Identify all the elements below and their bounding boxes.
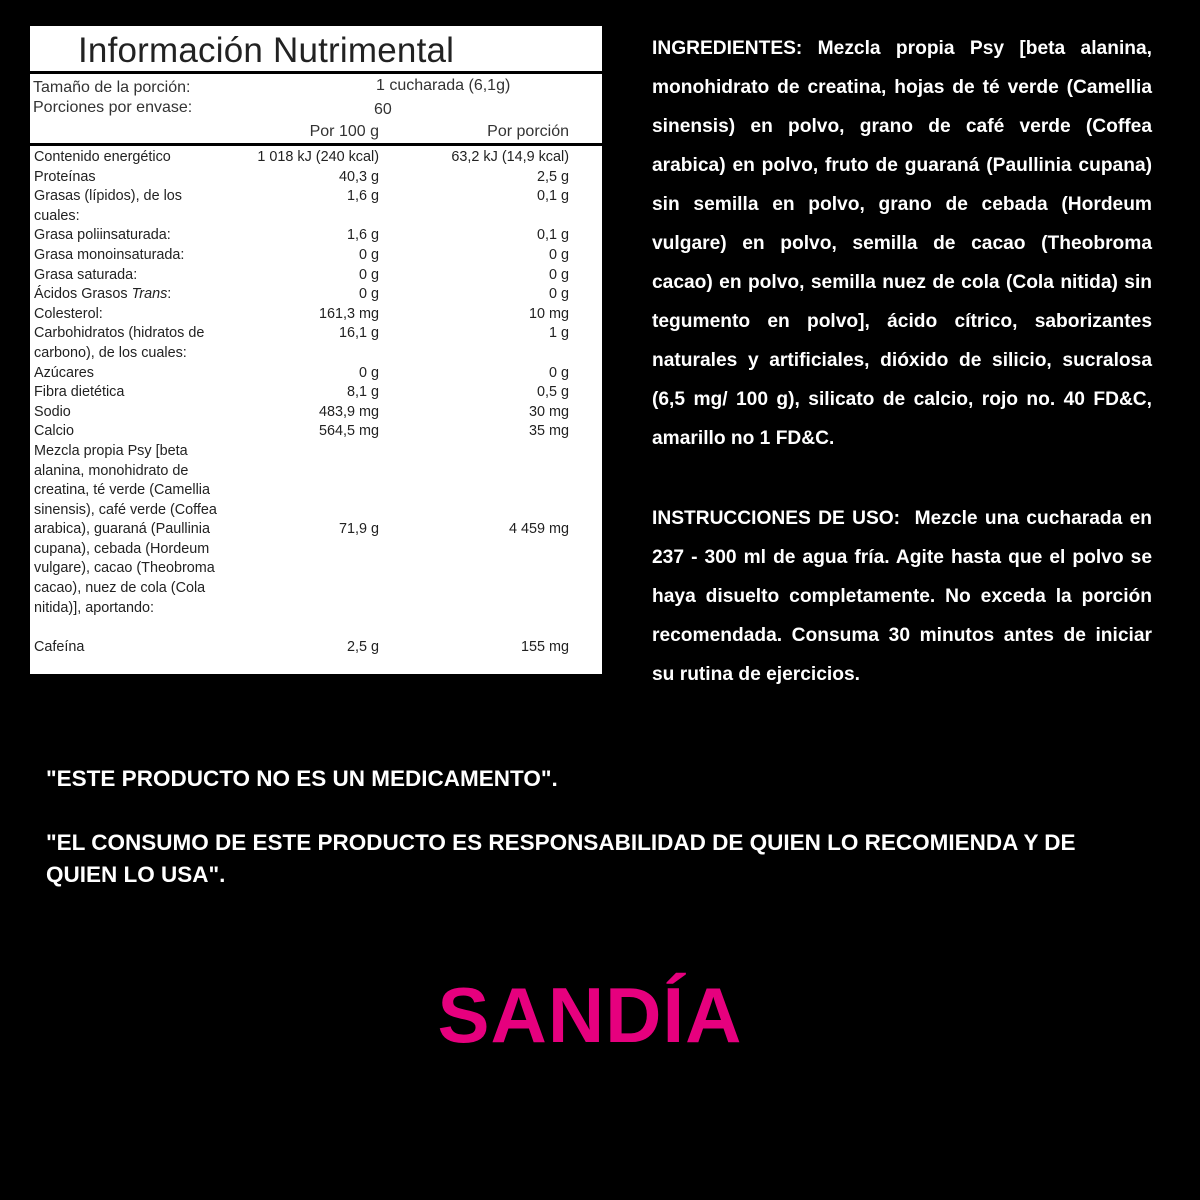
value-per-serving: 63,2 kJ (14,9 kcal) — [451, 149, 569, 165]
value-per-100g: 1,6 g — [346, 188, 379, 205]
nutrient-name: Fibra dietética — [34, 384, 125, 401]
value-per-serving: 1 g — [548, 325, 569, 342]
value-per-100g: 0 g — [358, 266, 379, 283]
value-per-serving: 0 g — [548, 364, 569, 381]
table-row — [30, 403, 602, 423]
table-row — [30, 168, 602, 188]
nutrient-name: Cafeína — [34, 638, 85, 655]
value-per-serving: 0,1 g — [536, 188, 569, 205]
column-header-per-100g: Por 100 g — [309, 123, 379, 140]
nutrient-name: Grasa poliinsaturada: — [34, 227, 171, 244]
value-per-serving: 0,5 g — [536, 384, 569, 401]
table-row — [30, 442, 602, 638]
value-per-100g: 1 018 kJ (240 kcal) — [257, 149, 379, 165]
nutrition-table — [30, 146, 602, 658]
nutrition-facts-panel — [28, 24, 604, 676]
table-row — [30, 148, 602, 168]
value-per-100g: 71,9 g — [338, 521, 379, 538]
servings-per-container-value: 60 — [374, 101, 392, 118]
nutrient-name: Sodio — [34, 403, 71, 420]
value-per-100g: 0 g — [358, 364, 379, 381]
nutrient-name: Mezcla propia Psy [beta alanina, monohidrato de creatina, té verde (Camellia sinensis), café verde (Coffea arabica), guaraná (Paullinia cupana), cebada (Hordeum vulgare), cacao (Theobroma cacao), nuez de cola (Cola nitida)], aportando: — [34, 442, 217, 616]
serving-size-value: 1 cucharada (6,1g) — [376, 77, 511, 94]
value-per-100g: 2,5 g — [346, 638, 379, 655]
column-header-per-serving: Por porción — [487, 123, 569, 140]
value-per-serving: 2,5 g — [536, 168, 569, 185]
nutrient-name-italic: Trans — [131, 286, 168, 303]
nutrient-name: Azúcares — [34, 364, 94, 381]
table-row — [30, 187, 602, 226]
table-row — [30, 285, 602, 305]
nutrient-name-main: Ácidos Grasos — [34, 286, 132, 303]
value-per-serving: 0 g — [548, 266, 569, 283]
value-per-100g: 16,1 g — [338, 325, 379, 342]
table-row — [30, 364, 602, 384]
nutrient-name: Grasas (lípidos), de los cuales: — [34, 188, 182, 224]
warning-responsibility: "EL CONSUMO DE ESTE PRODUCTO ES RESPONSABILIDAD DE QUIEN LO RECOMIENDA Y DE QUIEN LO USA". — [46, 830, 1076, 887]
value-per-100g: 1,6 g — [346, 227, 379, 244]
ingredients-label: INGREDIENTES: — [652, 38, 803, 59]
instructions-text: Mezcle una cucharada en 237 - 300 ml de agua fría. Agite hasta que el polvo se haya disuelto completamente. No exceda la porción recomendada. Consuma 30 minutos antes de iniciar su rutina de ejercicios. — [652, 508, 1158, 685]
warning-not-medicine: "ESTE PRODUCTO NO ES UN MEDICAMENTO". — [46, 766, 558, 791]
nutrient-name: Colesterol: — [34, 305, 103, 322]
instructions-block — [652, 499, 1158, 694]
nutrient-name: Contenido energético — [34, 149, 171, 165]
table-row — [30, 305, 602, 325]
value-per-serving: 0,1 g — [536, 227, 569, 244]
value-per-serving: 35 mg — [529, 423, 569, 440]
ingredients-block — [652, 29, 1152, 458]
serving-info — [30, 74, 602, 146]
value-per-serving: 0 g — [548, 246, 569, 263]
value-per-serving: 4 459 mg — [508, 521, 569, 538]
ingredients-text: Mezcla propia Psy [beta alanina, monohidrato de creatina, hojas de té verde (Camellia sinensis) en polvo, grano de café verde (Coffea arabica) en polvo, fruto de guaraná (Paullinia cupana) sin semilla en polvo, grano de cebada (Hordeum vulgare) en polvo, semilla de cacao (Theobroma cacao) en polvo, semilla nuez de cola (Cola nitida) sin tegumento en polvo], ácido cítrico, saborizantes naturales y artificiales, dióxido de silicio, sucralosa (6,5 mg/ 100 g), silicato de calcio, rojo no. 40 FD&C, amarillo no 1 FD&C. — [652, 38, 1152, 449]
flavor-name: SANDÍA — [437, 971, 743, 1059]
value-per-100g: 0 g — [358, 246, 379, 263]
value-per-serving: 155 mg — [521, 638, 569, 655]
nutrient-name: Grasa saturada: — [34, 266, 138, 283]
value-per-100g: 40,3 g — [338, 168, 379, 185]
value-per-100g: 8,1 g — [346, 384, 379, 401]
nutrition-title: Información Nutrimental — [30, 26, 602, 74]
table-row — [30, 266, 602, 286]
value-per-100g: 0 g — [358, 286, 379, 303]
nutrient-name: Calcio — [34, 423, 74, 440]
serving-size-label: Tamaño de la porción: — [33, 79, 191, 96]
table-row — [30, 324, 602, 363]
nutrient-name — [34, 285, 171, 305]
nutrient-name: Carbohidratos (hidratos de carbono), de los cuales: — [34, 325, 205, 361]
instructions-label: INSTRUCCIONES DE USO: — [652, 508, 901, 529]
value-per-serving: 30 mg — [529, 403, 569, 420]
value-per-serving: 0 g — [548, 286, 569, 303]
table-row — [30, 226, 602, 246]
nutrient-name: Proteínas — [34, 168, 96, 185]
servings-per-container-label: Porciones por envase: — [33, 99, 193, 116]
table-row — [30, 383, 602, 403]
table-row — [30, 638, 602, 658]
value-per-100g: 161,3 mg — [318, 305, 379, 322]
value-per-100g: 564,5 mg — [318, 423, 379, 440]
nutrient-name-end: : — [167, 286, 172, 303]
table-row — [30, 246, 602, 266]
value-per-serving: 10 mg — [529, 305, 569, 322]
table-row — [30, 422, 602, 442]
value-per-100g: 483,9 mg — [318, 403, 379, 420]
nutrient-name: Grasa monoinsaturada: — [34, 246, 185, 263]
